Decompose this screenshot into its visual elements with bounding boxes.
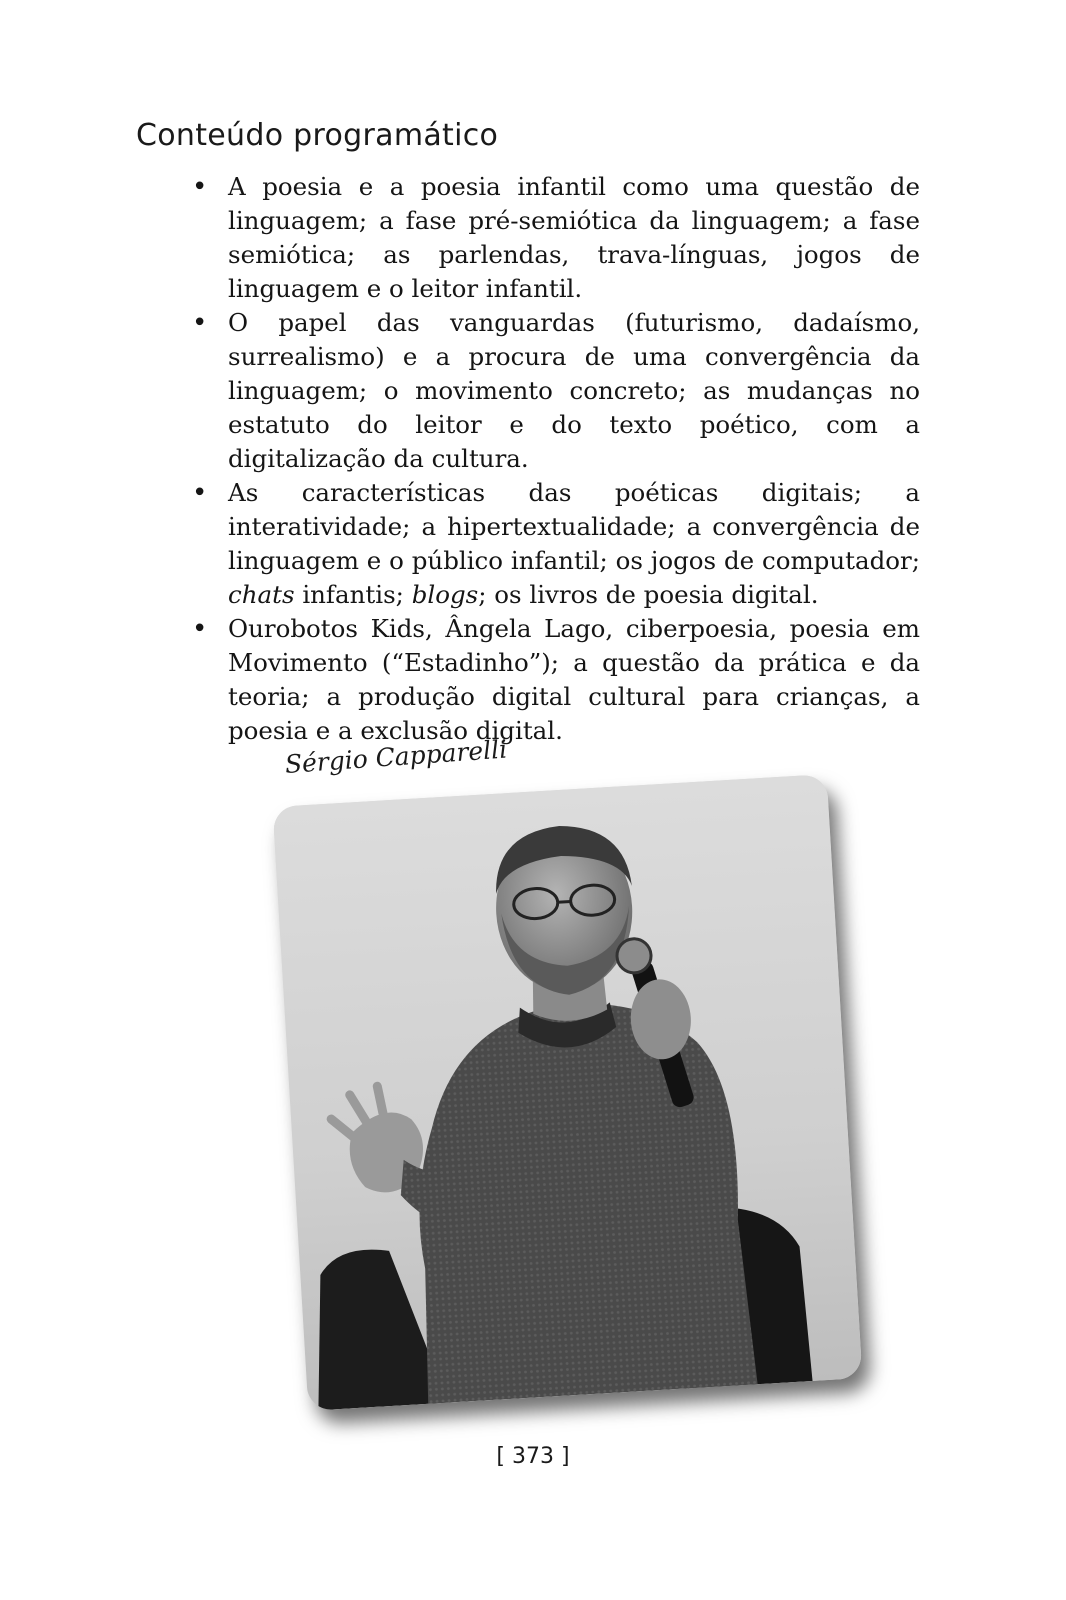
topic-emphasis: blogs bbox=[411, 580, 479, 609]
page-number: [ 373 ] bbox=[496, 1444, 570, 1469]
photo-caption: Sérgio Capparelli bbox=[283, 734, 509, 779]
list-item bbox=[190, 306, 920, 476]
list-item bbox=[190, 170, 920, 306]
topic-text: A poesia e a poesia infantil como uma questão de linguagem; a fase pré-semiótica da linguagem; a fase semiótica; as parlendas, trava-línguas, jogos de linguagem e o leitor infantil. bbox=[228, 172, 920, 303]
list-item bbox=[190, 612, 920, 748]
topic-emphasis: chats bbox=[228, 580, 295, 609]
section-heading: Conteúdo programático bbox=[136, 118, 499, 153]
portrait-photo bbox=[273, 774, 863, 1411]
portrait-illustration bbox=[273, 774, 863, 1411]
topic-text: O papel das vanguardas (futurismo, dadaísmo, surrealismo) e a procura de uma convergência da linguagem; o movimento concreto; as mudanças no estatuto do leitor e do texto poético, com a digitalização da cultura. bbox=[228, 308, 920, 473]
topic-text: infantis; bbox=[294, 580, 412, 609]
topic-text: Ourobotos Kids, Ângela Lago, ciberpoesia, poesia em Movimento (“Estadinho”); a questão da prática e da teoria; a produção digital cultural para crianças, a poesia e a exclusão digital. bbox=[228, 614, 920, 745]
topic-text: As características das poéticas digitais; a interatividade; a hipertextualidade; a convergência de linguagem e o público infantil; os jogos de computador; bbox=[228, 478, 920, 575]
list-item bbox=[190, 476, 920, 612]
topic-list bbox=[190, 170, 920, 748]
topic-text: ; os livros de poesia digital. bbox=[478, 580, 819, 609]
